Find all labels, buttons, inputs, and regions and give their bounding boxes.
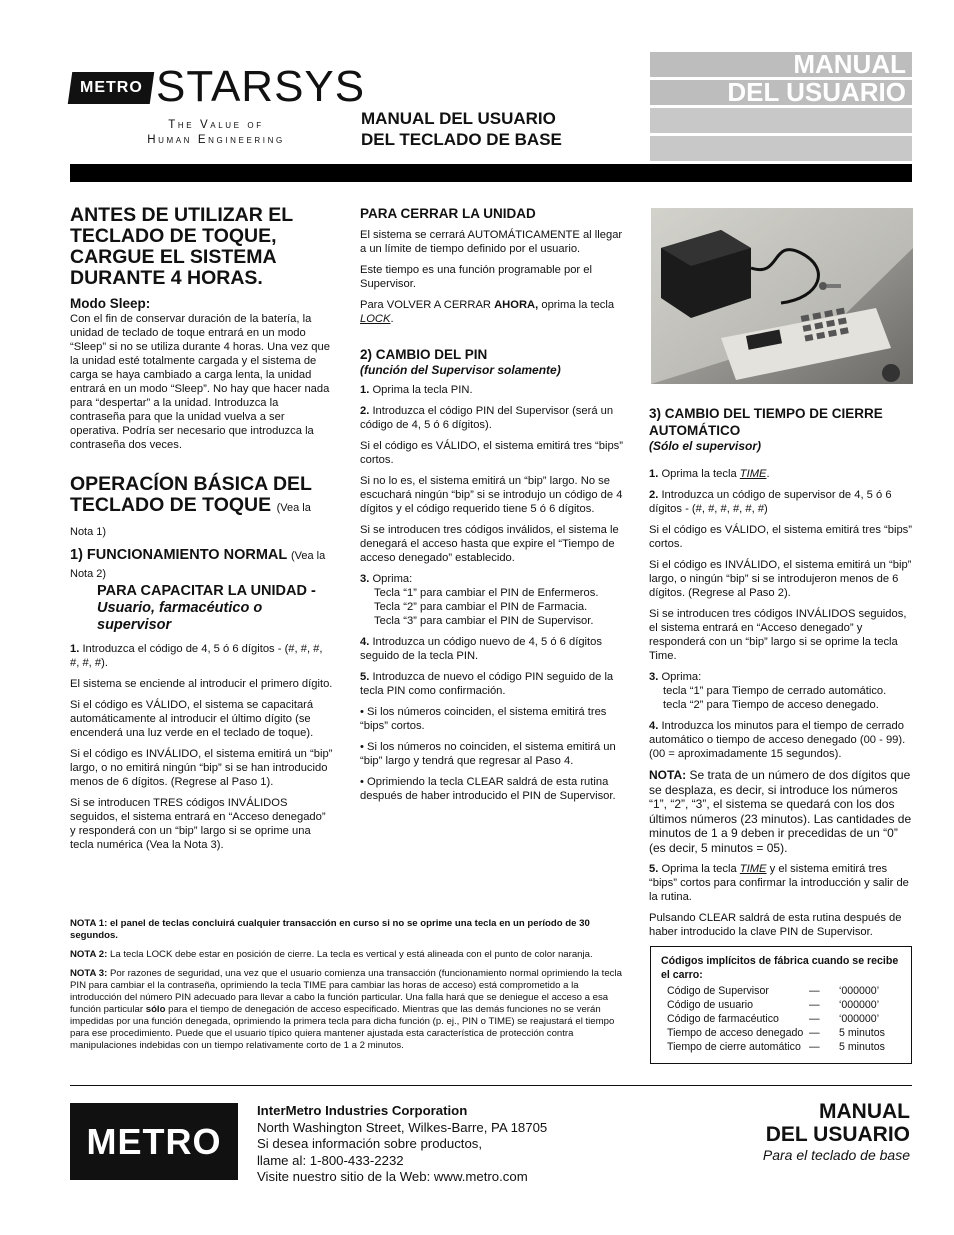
paragraph: Si el código es VÁLIDO, el sistema se capacitará automáticamente al introducir el último dígito (se encenderá una luz verde en el teclado de toque). <box>70 699 314 739</box>
phone-number: llame al: 1-800-433-2232 <box>257 1152 404 1168</box>
company-info: InterMetro Industries Corporation North Washington Street, Wilkes-Barre, PA 18705 Si desea información sobre productos, llame al: 1-800-433-2232 Visite nuestro sitio de la Web: www.metro.com <box>257 1103 548 1184</box>
sleep-mode-title: Modo Sleep: <box>70 296 151 311</box>
paragraph: El sistema se cerrará AUTOMÁTICAMENTE al llegar a un límite de tiempo definido por el usuario. <box>360 229 623 255</box>
step-2: 2. Introduzca el código PIN del Supervisor (será un código de 4, 5 ó 6 dígitos). <box>360 405 614 431</box>
paragraph: Pulsando CLEAR saldrá de esta rutina después de haber introducido la clave PIN de Supervisor. <box>649 912 902 938</box>
metro-badge-logo: METRO <box>68 72 154 104</box>
table-row: Código de farmacéutico — ‘000000’ <box>667 1013 880 1025</box>
keypad-photo <box>651 208 913 384</box>
step-5: 5. Oprima la tecla TIME y el sistema emitirá tres “bips” cortos para confirmar la introducción y salir de la rutina. <box>649 863 909 903</box>
paragraph: Si el código es INVÁLIDO, el sistema emitirá un “bip” largo, o no emitirá ningún “bip” si se han introducido menos de 6 dígitos. (Regrese al Paso 1). <box>70 748 333 788</box>
paragraph: Si se introducen tres códigos inválidos, el sistema le denegará el acceso hasta que expire el “Tiempo de acceso denegado” establecido. <box>360 524 619 564</box>
enable-unit-heading: PARA CAPACITAR LA UNIDAD - Usuario, farmacéutico o supervisor <box>97 583 316 633</box>
paragraph: Este tiempo es una función programable por el Supervisor. <box>360 264 592 290</box>
header-divider-bar <box>70 164 912 182</box>
company-address: North Washington Street, Wilkes-Barre, PA 18705 <box>257 1119 548 1135</box>
table-row: Tiempo de acceso denegado — 5 minutos <box>667 1027 885 1039</box>
step-2: 2. Introduzca un código de supervisor de 4, 5 ó 6 dígitos - (#, #, #, #, #, #) <box>649 489 892 515</box>
paragraph: El sistema se enciende al introducir el primero dígito. <box>70 678 333 690</box>
auto-lock-heading: 3) CAMBIO DEL TIEMPO DE CIERRE AUTOMÁTICO <box>649 406 883 438</box>
bullet: • Si los números coinciden, el sistema emitirá tres “bips” cortos. <box>360 706 607 732</box>
note: NOTA: Se trata de un número de dos dígitos que se desplaza, es decir, si introduce los números “1”, “2”, “3”, el sistema se quedará con los dos últimos números (23 minutos). Las cantidades de minutos de 1 a 9 deben ir precedidas de un “0” (es decir, 5 minutos = 05). <box>649 768 912 855</box>
paragraph: Si el código es VÁLIDO, el sistema emitirá tres “bips” cortos. <box>649 524 912 550</box>
starsys-logo: STARSYS <box>156 62 366 111</box>
corner-title-line-2: DEL USUARIO <box>650 80 912 105</box>
grey-band <box>650 136 912 161</box>
keypad-product-illustration <box>651 208 913 384</box>
footer-title: MANUAL DEL USUARIO Para el teclado de base <box>762 1100 910 1163</box>
paragraph: Si se introducen TRES códigos INVÁLIDOS seguidos, el sistema entrará en “Acceso denegado” y responderá con un “bip” largo si se oprime una tecla numérica (Vea la Nota 3). <box>70 797 326 851</box>
bullet: • Oprimiendo la tecla CLEAR saldrá de esta rutina después de haber introducido el PIN de Supervisor. <box>360 776 616 802</box>
factory-defaults-box <box>650 946 912 1064</box>
column-right <box>649 405 917 946</box>
basic-operation-heading: OPERACÍON BÁSICA DEL TECLADO DE TOQUE (Vea la Nota 1) <box>70 473 312 538</box>
step-3: 3. Oprima: Tecla “1” para cambiar el PIN de Enfermeros. Tecla “2” para cambiar el PIN de Farmacia. Tecla “3” para cambiar el PIN de Supervisor. <box>360 573 599 627</box>
step-1: 1. Introduzca el código de 4, 5 ó 6 dígitos - (#, #, #, #, #, #). <box>70 643 323 669</box>
paragraph: Si se introducen tres códigos INVÁLIDOS seguidos, el sistema entrará en “Acceso denegado” y responderá con un “bip” largo si se oprime la tecla Time. <box>649 608 907 662</box>
step-1: 1. Oprima la tecla PIN. <box>360 384 473 396</box>
auto-lock-subtitle: (Sólo el supervisor) <box>649 439 762 453</box>
footer-rule <box>70 1085 912 1086</box>
charge-warning-heading: ANTES DE UTILIZAR EL TECLADO DE TOQUE, CARGUE EL SISTEMA DURANTE 4 HORAS. <box>70 204 293 289</box>
step-1: 1. Oprima la tecla TIME. <box>649 468 770 480</box>
step-4: 4. Introduzca un código nuevo de 4, 5 ó 6 dígitos seguido de la tecla PIN. <box>360 636 602 662</box>
corner-title-line-1: MANUAL <box>650 52 912 77</box>
normal-operation-heading: 1) FUNCIONAMIENTO NORMAL (Vea la Nota 2) <box>70 547 326 580</box>
corner-title-block <box>650 49 912 162</box>
tagline: The Value of Human Engineering <box>147 119 285 146</box>
note-1: NOTA 1: el panel de teclas concluirá cualquier transacción en curso si no se oprime una tecla en un período de 30 segundos. <box>70 918 590 941</box>
close-unit-heading: PARA CERRAR LA UNIDAD <box>360 206 536 221</box>
column-middle <box>360 205 626 810</box>
pin-change-heading: 2) CAMBIO DEL PIN <box>360 347 488 362</box>
note-3: NOTA 3: Por razones de seguridad, una vez que el usuario comienza una transacción (funcionamiento normal oprimiendo la tecla PIN para cambiar el la contraseña, oprimiendo la tecla TIME para cambiar las horas de acceso) está comprometido a la introducción del número PIN adecuado para llevar a cabo la función particular. Una falla hará que se deniegue el acceso a esa función particular sólo para el tiempo de denegación de acceso especificado. Mientras que las demás funciones no se verán impedidas por una función denegada, oprimiendo la primera tecla para dicha función (p. ej., PIN o TIME) se reajustará el tiempo para ese procedimiento. Puede que el usuario típico quiera mantener ajustada esta característica de protección contra manipulaciones indebidas con un tiempo relativamente corto de 1 a 2 minutos. <box>70 968 622 1051</box>
grey-band <box>650 108 912 133</box>
pin-change-subtitle: (función del Supervisor solamente) <box>360 363 561 377</box>
sleep-mode-text: Con el fin de conservar duración de la batería, la unidad de teclado de toque entrará en un modo “Sleep” si no se utiliza durante 4 horas. Una vez que la unidad esté totalmente cargada y el sistema de carga se haya cambiado a carga lenta, la unidad entrará en un modo “Sleep”. No hay que hacer nada para “despertar” a la unidad. Introduzca la contraseña para que la unidad vuelva a ser operativa. Podría ser necesario que introduzca la contraseña dos veces. <box>70 313 330 451</box>
step-4: 4. Introduzca los minutos para el tiempo de cerrado automático o tiempo de acceso denegado (00 - 99). (00 = aproximadamente 15 segundos). <box>649 720 906 760</box>
paragraph: Si el código es INVÁLIDO, el sistema emitirá un “bip” largo, o ningún “bip” si se introdujeron menos de 6 dígitos. (Regrese al Paso 2). <box>649 559 912 599</box>
paragraph: Si no lo es, el sistema emitirá un “bip” largo. No se escuchará ningún “bip” si se introdujo un código de 4 dígitos y el código requerido tiene 5 ó 6 dígitos. <box>360 475 623 515</box>
factory-defaults-table <box>667 984 885 1054</box>
company-name: InterMetro Industries Corporation <box>257 1103 468 1118</box>
paragraph: Si el código es VÁLIDO, el sistema emitirá tres “bips” cortos. <box>360 440 623 466</box>
column-left <box>70 205 334 859</box>
metro-footer-logo: METRO <box>70 1103 238 1180</box>
step-3: 3. Oprima: tecla “1” para Tiempo de cerrado automático. tecla “2” para Tiempo de acceso denegado. <box>649 671 887 711</box>
footnotes <box>70 918 626 1059</box>
paragraph: Para VOLVER A CERRAR AHORA, oprima la tecla LOCK. <box>360 299 615 325</box>
website: Visite nuestro sitio de la Web: www.metro.com <box>257 1169 528 1184</box>
bullet: • Si los números no coinciden, el sistema emitirá un “bip” largo y tendrá que regresar al Paso 4. <box>360 741 616 767</box>
note-2: NOTA 2: La tecla LOCK debe estar en posición de cierre. La tecla es vertical y está alineada con el punto de color naranja. <box>70 949 593 960</box>
step-5: 5. Introduzca de nuevo el código PIN seguido de la tecla PIN como confirmación. <box>360 671 614 697</box>
factory-defaults-title: Códigos implícitos de fábrica cuando se recibe el carro: <box>661 955 899 981</box>
table-row: Código de usuario — ‘000000’ <box>667 999 880 1011</box>
table-row: Tiempo de cierre automático — 5 minutos <box>667 1041 885 1053</box>
table-row: Código de Supervisor — ‘000000’ <box>667 985 880 997</box>
document-title: MANUAL DEL USUARIO DEL TECLADO DE BASE <box>361 109 562 149</box>
